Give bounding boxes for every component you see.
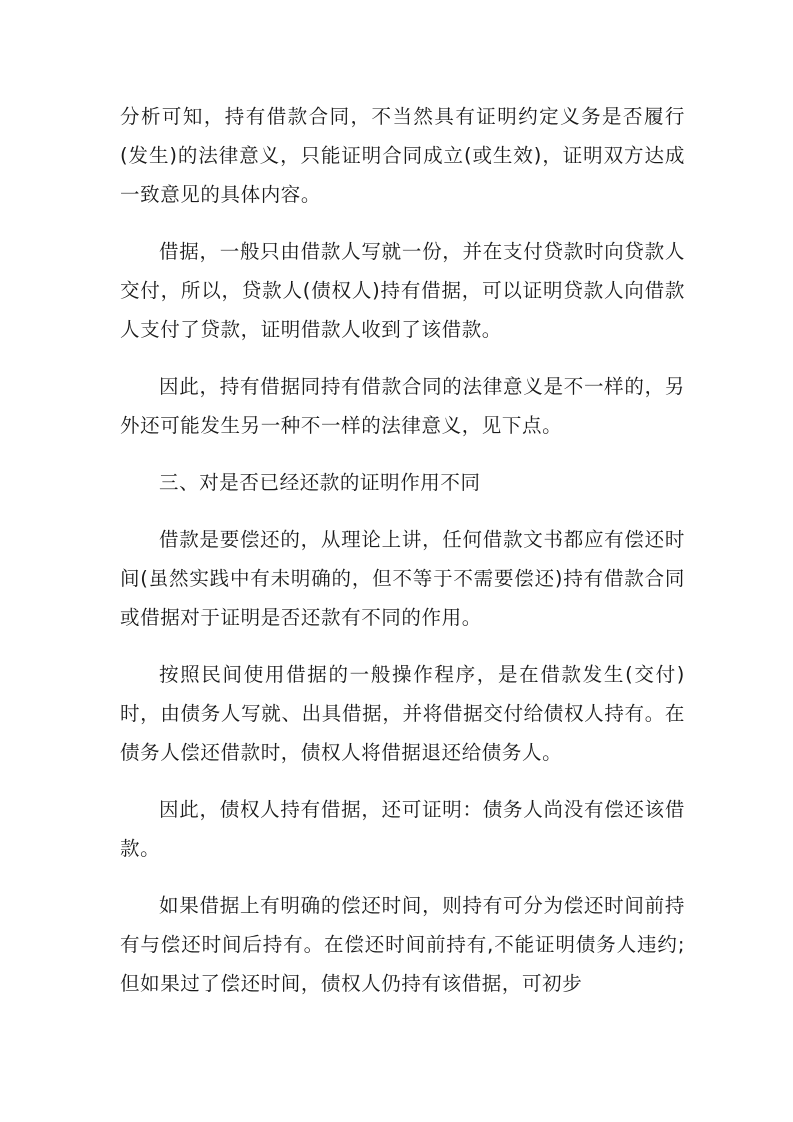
section-heading-three: 三、对是否已经还款的证明作用不同 [159, 471, 481, 494]
paragraph-repayment-deadline: 如果借据上有明确的偿还时间，则持有可分为偿还时间前持有与偿还时间后持有。在偿还时间前持有,不能证明债务人违约;但如果过了偿还时间，债权人仍持有该借据，可初步 [120, 894, 685, 995]
paragraph-continuation: 分析可知，持有借款合同，不当然具有证明约定义务是否履行(发生)的法律意义，只能证明合同成立(或生效)，证明双方达成一致意见的具体内容。 [120, 105, 685, 206]
paragraph-legal-meaning-difference: 因此，持有借据同持有借款合同的法律意义是不一样的，另外还可能发生另一种不一样的法律意义，见下点。 [120, 375, 685, 437]
paragraph-iou-definition: 借据，一般只由借款人写就一份，并在支付贷款时向贷款人交付，所以，贷款人(债权人)持有借据，可以证明贷款人向借款人支付了贷款，证明借款人收到了该借款。 [120, 240, 685, 341]
paragraph-creditor-holding: 因此，债权人持有借据，还可证明：债务人尚没有偿还该借款。 [120, 798, 685, 860]
paragraph-iou-procedure: 按照民间使用借据的一般操作程序，是在借款发生(交付)时，由债务人写就、出具借据，并将借据交付给债权人持有。在债务人偿还借款时，债权人将借据退还给债务人。 [120, 663, 685, 764]
paragraph-repayment-time: 借款是要偿还的，从理论上讲，任何借款文书都应有偿还时间(虽然实践中有未明确的，但不等于不需要偿还)持有借款合同或借据对于证明是否还款有不同的作用。 [120, 528, 685, 629]
document-body [120, 97, 685, 1021]
